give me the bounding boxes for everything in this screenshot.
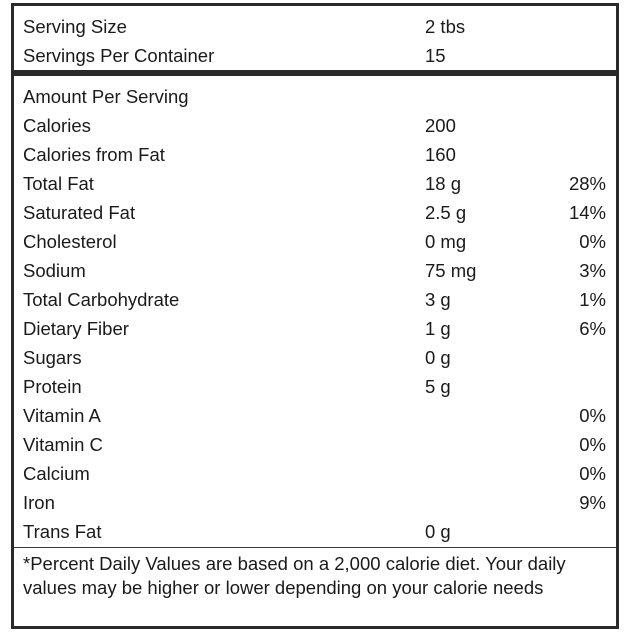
nutrient-amount: 1 g xyxy=(425,318,451,339)
nutrient-amount: 160 xyxy=(425,144,456,165)
serving-size-value: 2 tbs xyxy=(425,16,466,37)
nutrient-name: Calories from Fat xyxy=(23,144,165,165)
nutrient-daily-value: 3% xyxy=(579,260,606,281)
nutrient-name: Trans Fat xyxy=(23,521,102,542)
nutrient-daily-value: 6% xyxy=(579,318,606,339)
nutrient-amount: 200 xyxy=(425,115,456,136)
nutrient-amount: 0 mg xyxy=(425,231,467,252)
nutrient-row xyxy=(23,401,606,430)
nutrient-row xyxy=(23,343,606,372)
servings-per-container-label: Servings Per Container xyxy=(23,45,215,66)
nutrition-facts-label xyxy=(11,3,619,629)
nutrient-name: Sugars xyxy=(23,347,82,368)
nutrient-row xyxy=(23,285,606,314)
nutrient-name: Vitamin A xyxy=(23,405,101,426)
nutrient-name: Protein xyxy=(23,376,82,397)
nutrient-daily-value: 0% xyxy=(579,231,606,252)
amount-per-serving-text: Amount Per Serving xyxy=(23,86,189,107)
nutrient-row xyxy=(23,227,606,256)
nutrient-name: Calories xyxy=(23,115,91,136)
nutrient-row xyxy=(23,372,606,401)
nutrient-daily-value: 0% xyxy=(579,405,606,426)
nutrient-amount: 2.5 g xyxy=(425,202,467,223)
nutrient-name: Vitamin C xyxy=(23,434,103,455)
nutrient-name: Total Fat xyxy=(23,173,94,194)
nutrient-daily-value: 9% xyxy=(579,492,606,513)
thick-divider xyxy=(14,70,616,76)
nutrient-name: Dietary Fiber xyxy=(23,318,129,339)
nutrient-row xyxy=(23,517,606,546)
nutrient-amount: 0 g xyxy=(425,521,451,542)
amount-per-serving-heading xyxy=(23,82,606,111)
nutrient-daily-value: 0% xyxy=(579,463,606,484)
nutrient-row xyxy=(23,140,606,169)
serving-size-label: Serving Size xyxy=(23,16,127,37)
nutrient-row xyxy=(23,459,606,488)
nutrient-amount: 18 g xyxy=(425,173,462,194)
daily-value-footnote: *Percent Daily Values are based on a 2,000 calorie diet. Your daily values may be higher or lower depending on your calorie needs xyxy=(23,553,566,598)
nutrient-row xyxy=(23,256,606,285)
nutrient-name: Saturated Fat xyxy=(23,202,136,223)
serving-size-row xyxy=(23,12,606,41)
nutrient-name: Calcium xyxy=(23,463,90,484)
nutrient-row xyxy=(23,314,606,343)
nutrient-name: Sodium xyxy=(23,260,86,281)
nutrient-row xyxy=(23,488,606,517)
nutrient-amount: 5 g xyxy=(425,376,451,397)
footnote-divider xyxy=(14,547,616,548)
nutrient-daily-value: 0% xyxy=(579,434,606,455)
nutrient-amount: 75 mg xyxy=(425,260,477,281)
nutrient-name: Total Carbohydrate xyxy=(23,289,180,310)
nutrient-row xyxy=(23,169,606,198)
nutrient-row xyxy=(23,111,606,140)
nutrient-row xyxy=(23,198,606,227)
nutrient-amount: 3 g xyxy=(425,289,451,310)
nutrient-name: Iron xyxy=(23,492,55,513)
nutrient-row xyxy=(23,430,606,459)
nutrient-daily-value: 28% xyxy=(568,173,606,194)
servings-per-container-row xyxy=(23,41,606,70)
servings-per-container-value: 15 xyxy=(425,45,446,66)
nutrient-amount: 0 g xyxy=(425,347,451,368)
nutrient-daily-value: 1% xyxy=(579,289,606,310)
nutrient-name: Cholesterol xyxy=(23,231,117,252)
nutrient-daily-value: 14% xyxy=(568,202,606,223)
